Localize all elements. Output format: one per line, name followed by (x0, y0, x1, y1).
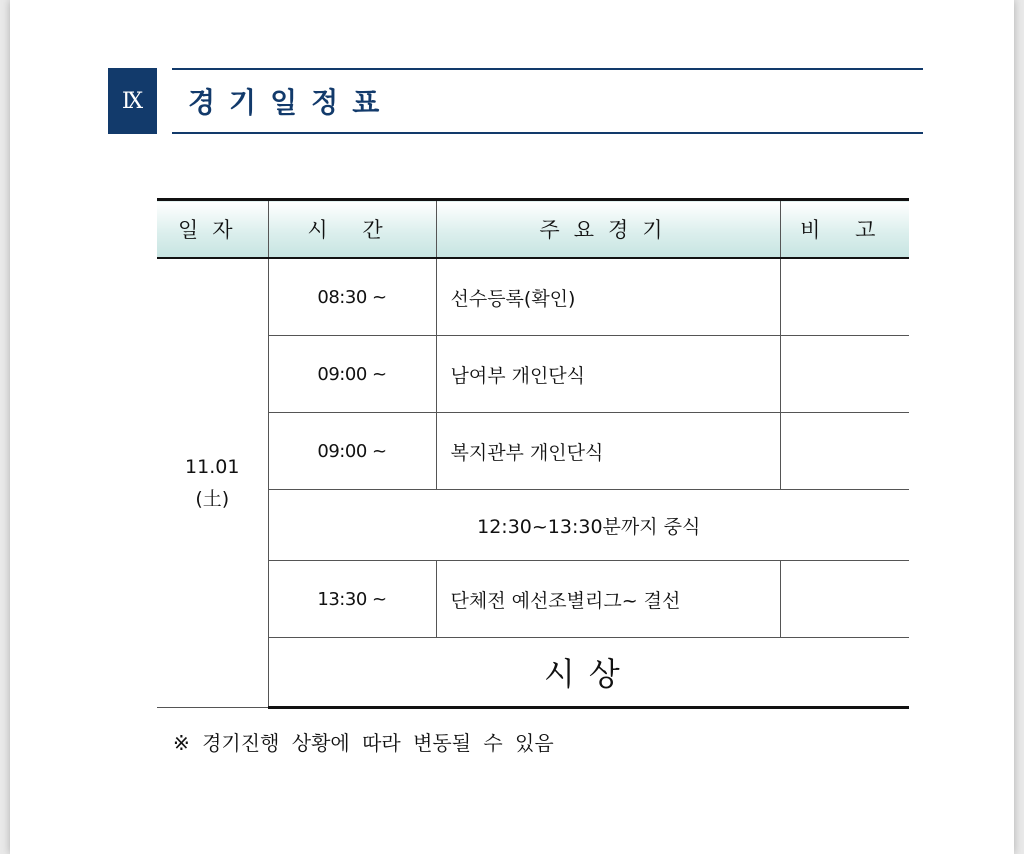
game-cell: 선수등록(확인) (436, 258, 780, 336)
lunch-cell: 12:30~13:30분까지 중식 (268, 490, 909, 561)
header-note: 비 고 (780, 200, 909, 259)
header-time: 시 간 (268, 200, 436, 259)
schedule-table (157, 198, 909, 709)
table-row (157, 561, 909, 638)
game-cell: 단체전 예선조별리그~ 결선 (436, 561, 780, 638)
time-cell: 13:30 ~ (268, 561, 436, 638)
section-title: 경기일정표 (188, 86, 394, 119)
section-title-bar (172, 68, 923, 134)
game-cell: 남여부 개인단식 (436, 336, 780, 413)
date-value: 11.01 (185, 456, 240, 478)
time-cell: 09:00 ~ (268, 413, 436, 490)
ceremony-row (157, 638, 909, 708)
table-row (157, 258, 909, 336)
note-cell (780, 413, 909, 490)
table-row (157, 336, 909, 413)
header-date: 일자 (157, 200, 268, 259)
header-game: 주요경기 (436, 200, 780, 259)
date-weekday: (土) (195, 488, 230, 510)
lunch-row (157, 490, 909, 561)
ceremony-cell: 시상 (268, 638, 909, 708)
game-cell: 복지관부 개인단식 (436, 413, 780, 490)
table-row (157, 413, 909, 490)
footnote: ※ 경기진행 상황에 따라 변동될 수 있음 (173, 731, 554, 755)
note-cell (780, 336, 909, 413)
time-cell: 09:00 ~ (268, 336, 436, 413)
note-cell (780, 561, 909, 638)
date-cell (157, 258, 268, 708)
time-cell: 08:30 ~ (268, 258, 436, 336)
section-number-badge: Ⅸ (108, 68, 157, 134)
note-cell (780, 258, 909, 336)
header-row (157, 200, 909, 259)
